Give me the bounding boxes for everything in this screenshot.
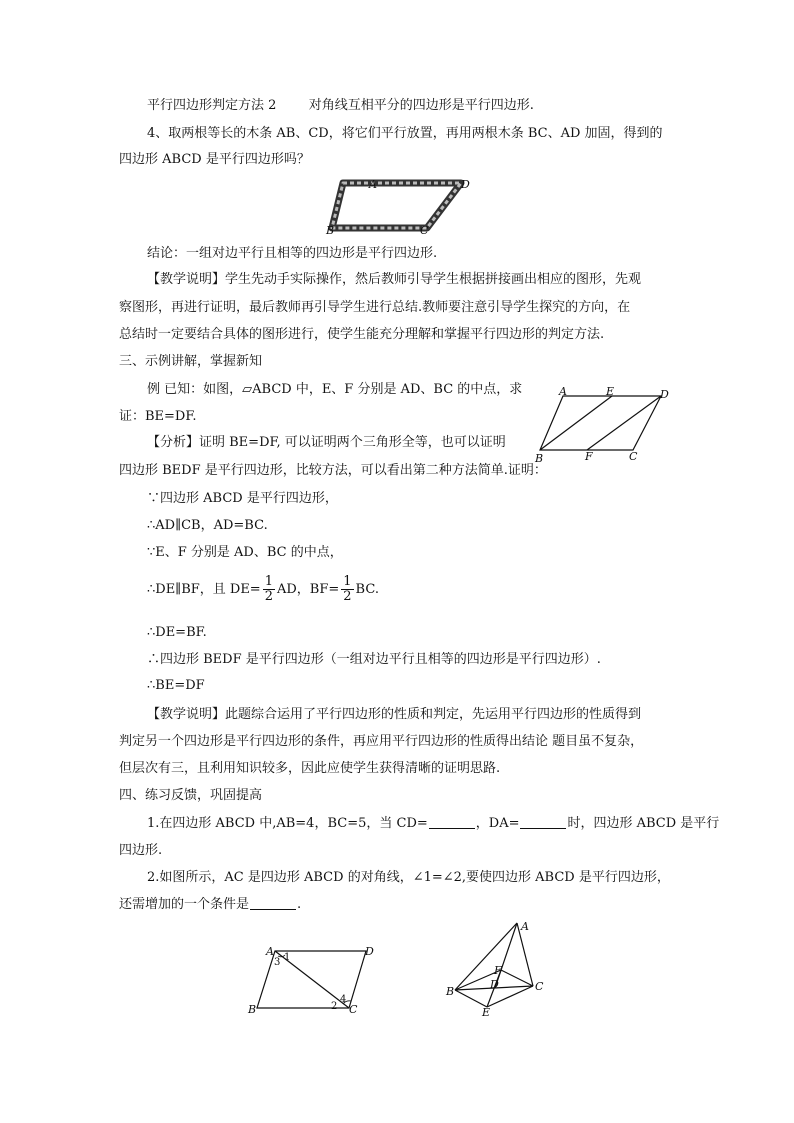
question-1-blank-da[interactable] bbox=[520, 815, 566, 829]
fig1-label-c: C bbox=[420, 224, 429, 237]
question-1-text-a: 1.在四边形 ABCD 中,AB=4，BC=5，当 CD= bbox=[147, 816, 428, 831]
teaching-note-2-line3: 但层次有三，且利用知识较多，因此应使学生获得清晰的证明思路. bbox=[119, 761, 501, 776]
fraction-denominator: 2 bbox=[343, 589, 352, 604]
teaching-note-1-line3: 总结时一定要结合具体的图形进行，使学生能充分理解和掌握平行四边形的判定方法. bbox=[119, 327, 605, 342]
question-2-line2 bbox=[119, 896, 301, 914]
fraction-half-2 bbox=[341, 575, 353, 604]
fig4-label-d: D bbox=[490, 978, 499, 991]
question-2-figure-right bbox=[445, 918, 555, 1018]
section-3-heading: 三、示例讲解，掌握新知 bbox=[119, 354, 263, 369]
question-2-line1: 2.如图所示，AC 是四边形 ABCD 的对角线，∠1=∠2,要使四边形 ABCD 是平行四边形， bbox=[147, 870, 670, 885]
activity-4-line1: 4、取两根等长的木条 AB、CD，将它们平行放置，再用两根木条 BC、AD 加固，得到的 bbox=[147, 126, 663, 141]
fig4-label-a: A bbox=[521, 920, 529, 933]
teaching-note-1-line2: 察图形，再进行证明，最后教师再引导学生进行总结.教师要注意引导学生探究的方向，在 bbox=[119, 300, 631, 315]
proof-step-4-a: ∴DE∥BF，且 DE= bbox=[147, 582, 261, 597]
fig1-label-a: A bbox=[369, 178, 377, 191]
fig2-label-c: C bbox=[629, 450, 638, 463]
question-2-period: . bbox=[297, 897, 302, 912]
example-line1: 例 已知：如图，▱ABCD 中，E、F 分别是 AD、BC 的中点，求 bbox=[147, 382, 523, 397]
proof-step-3: ∵E、F 分别是 AD、BC 的中点， bbox=[147, 545, 343, 560]
fig3-angle-2: 2 bbox=[331, 1001, 338, 1012]
activity-4-line2: 四边形 ABCD 是平行四边形吗？ bbox=[119, 152, 310, 167]
fig1-label-d: D bbox=[461, 178, 470, 191]
question-2-text: 还需增加的一个条件是 bbox=[119, 897, 250, 912]
wooden-sticks-figure bbox=[323, 174, 473, 238]
fig3-angle-1: 1 bbox=[284, 952, 291, 963]
example-line2: 证：BE=DF. bbox=[119, 409, 197, 424]
teaching-note-2-line1: 【教学说明】此题综合运用了平行四边形的性质和判定，先运用平行四边形的性质得到 bbox=[147, 707, 642, 722]
question-2-figure-left bbox=[245, 942, 380, 1020]
fig3-label-a: A bbox=[266, 945, 274, 958]
method-2-text: 对角线互相平分的四边形是平行四边形. bbox=[308, 98, 534, 113]
proof-step-4-c: BC. bbox=[355, 582, 379, 597]
conclusion: 结论：一组对边平行且相等的四边形是平行四边形. bbox=[147, 246, 438, 261]
fig3-angle-3: 3 bbox=[274, 957, 281, 968]
fraction-numerator: 1 bbox=[343, 574, 352, 589]
proof-step-4 bbox=[147, 575, 379, 605]
fig3-label-d: D bbox=[365, 945, 374, 958]
fig3-label-c: C bbox=[349, 1003, 358, 1016]
fig2-label-d: D bbox=[660, 388, 669, 401]
example-parallelogram-figure bbox=[533, 384, 673, 464]
question-1-line2: 四边形. bbox=[119, 843, 163, 858]
question-1-blank-cd[interactable] bbox=[429, 815, 475, 829]
section-4-heading: 四、练习反馈，巩固提高 bbox=[119, 788, 263, 803]
fraction-numerator: 1 bbox=[264, 574, 273, 589]
fig2-label-a: A bbox=[559, 385, 567, 398]
fig3-label-b: B bbox=[248, 1003, 257, 1016]
fig4-label-f: F bbox=[494, 964, 502, 977]
fig1-label-b: B bbox=[326, 224, 335, 237]
fig4-label-c: C bbox=[535, 980, 544, 993]
analysis-line1: 【分析】证明 BE=DF, 可以证明两个三角形全等，也可以证明 bbox=[147, 435, 506, 450]
analysis-line2: 四边形 BEDF 是平行四边形，比较方法，可以看出第二种方法简单.证明： bbox=[119, 463, 547, 478]
proof-step-1: ∵四边形 ABCD 是平行四边形， bbox=[147, 491, 338, 506]
fraction-half-1 bbox=[263, 575, 275, 604]
method-2-line bbox=[147, 97, 534, 115]
teaching-note-1-line1: 【教学说明】学生先动手实际操作，然后教师引导学生根据拼接画出相应的图形，先观 bbox=[147, 272, 642, 287]
fig3-angle-4: 4 bbox=[340, 994, 347, 1005]
proof-step-4-b: AD，BF= bbox=[276, 582, 340, 597]
method-2-title: 平行四边形判定方法 2 bbox=[147, 98, 277, 113]
proof-step-7: ∴BE=DF bbox=[147, 678, 205, 693]
question-1-line1 bbox=[147, 815, 719, 833]
proof-step-2: ∴AD∥CB，AD=BC. bbox=[147, 518, 268, 533]
proof-step-6: ∴四边形 BEDF 是平行四边形（一组对边平行且相等的四边形是平行四边形）. bbox=[147, 652, 601, 667]
proof-step-5: ∴DE=BF. bbox=[147, 625, 207, 640]
fig2-label-f: F bbox=[585, 450, 593, 463]
fraction-denominator: 2 bbox=[264, 589, 273, 604]
fig4-label-e: E bbox=[482, 1006, 491, 1018]
fig2-label-e: E bbox=[606, 385, 615, 398]
question-1-text-c: 时，四边形 ABCD 是平行 bbox=[567, 816, 720, 831]
question-2-blank[interactable] bbox=[250, 896, 296, 910]
teaching-note-2-line2: 判定另一个四边形是平行四边形的条件，再应用平行四边形的性质得出结论 题目虽不复杂， bbox=[119, 734, 644, 749]
question-1-text-b: ，DA= bbox=[475, 816, 520, 831]
fig2-label-b: B bbox=[535, 452, 544, 464]
fig4-label-b: B bbox=[446, 985, 455, 998]
